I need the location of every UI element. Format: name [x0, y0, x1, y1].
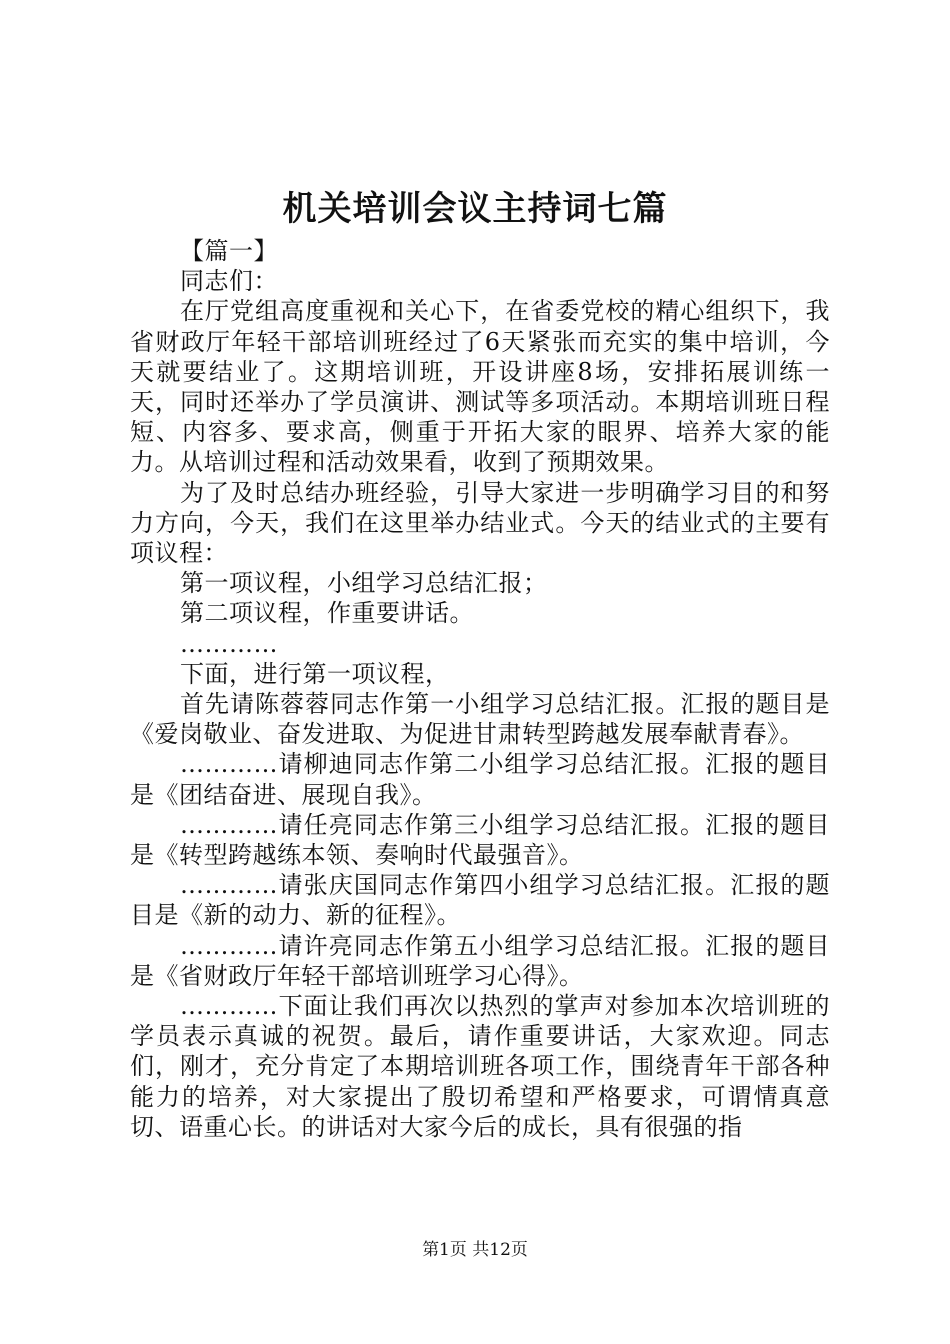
page-footer: 第1页 共12页	[422, 1240, 528, 1260]
paragraph: …………下面让我们再次以热烈的掌声对参加本次培训班的学员表示真诚的祝贺。最后，请作重要讲话，大家欢迎。同志们，刚才，充分肯定了本期培训班各项工作，围绕青年干部各种能力的培养，对大家提出了殷切希望和严格要求，可谓情真意切、语重心长。的讲话对大家今后的成长，具有很强的指	[130, 992, 830, 1141]
document-title: 机关培训会议主持词七篇	[282, 189, 668, 229]
paragraph: …………请任亮同志作第三小组学习总结汇报。汇报的题目是《转型跨越练本领、奏响时代最强音》。	[130, 810, 830, 870]
agenda-item: 第一项议程，小组学习总结汇报；	[180, 569, 548, 598]
section-heading: 【篇一】	[180, 237, 278, 265]
agenda-item: 第二项议程，作重要讲话。	[180, 599, 474, 628]
paragraph: …………请张庆国同志作第四小组学习总结汇报。汇报的题目是《新的动力、新的征程》。	[130, 871, 830, 930]
paragraph: 下面，进行第一项议程，	[180, 659, 450, 688]
ellipsis-line: …………	[180, 629, 278, 658]
document-body	[130, 236, 830, 1142]
paragraph: …………请柳迪同志作第二小组学习总结汇报。汇报的题目是《团结奋进、展现自我》。	[130, 750, 830, 809]
paragraph: 为了及时总结办班经验，引导大家进一步明确学习目的和努力方向，今天，我们在这里举办结业式。今天的结业式的主要有项议程：	[130, 478, 830, 568]
paragraph: 首先请陈蓉蓉同志作第一小组学习总结汇报。汇报的题目是《爱岗敬业、奋发进取、为促进甘肃转型跨越发展奉献青春》。	[130, 690, 830, 749]
paragraph: …………请许亮同志作第五小组学习总结汇报。汇报的题目是《省财政厅年轻干部培训班学习心得》。	[130, 931, 830, 990]
paragraph: 在厅党组高度重视和关心下，在省委党校的精心组织下，我省财政厅年轻干部培训班经过了6天紧张而充实的集中培训，今天就要结业了。这期培训班，开设讲座8场，安排拓展训练一天，同时还举办了学员演讲、测试等多项活动。本期培训班日程短、内容多、要求高，侧重于开拓大家的眼界、培养大家的能力。从培训过程和活动效果看，收到了预期效果。	[130, 297, 830, 477]
salutation: 同志们：	[180, 267, 278, 296]
